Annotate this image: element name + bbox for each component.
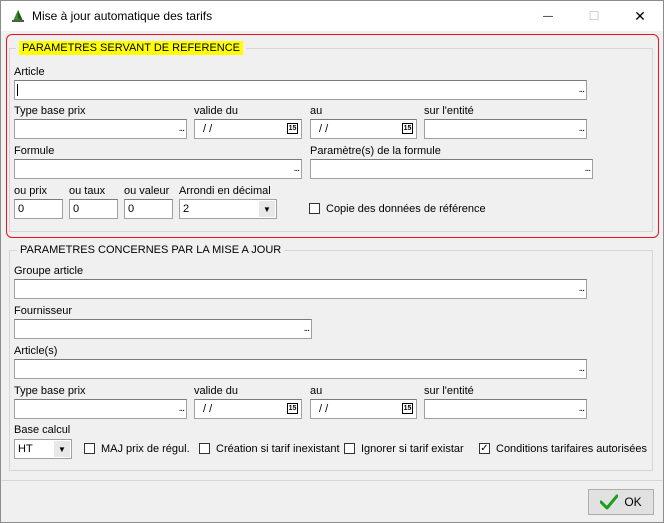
base-calcul-label: Base calcul: [14, 424, 71, 436]
ignorer-checkbox[interactable]: [344, 443, 355, 454]
maj-checkbox[interactable]: [84, 443, 95, 454]
close-icon: ✕: [634, 7, 646, 24]
parametres-label: Paramètre(s) de la formule: [310, 145, 441, 157]
update-type-base-prix-input[interactable]: [14, 399, 187, 419]
text-caret: [17, 84, 18, 96]
parametres-input[interactable]: [310, 159, 593, 179]
ou-valeur-label: ou valeur: [124, 185, 170, 197]
calendar-icon[interactable]: 15: [288, 125, 297, 132]
check-icon: [600, 494, 618, 510]
calendar-icon[interactable]: 15: [403, 125, 412, 132]
articles-label: Article(s): [14, 345, 58, 357]
valide-du-date[interactable]: / / 15: [194, 119, 302, 139]
base-calcul-select[interactable]: HT ▼: [14, 439, 72, 459]
app-icon: [10, 8, 26, 24]
groupe-article-input[interactable]: [14, 279, 587, 299]
checkmark-icon: ✓: [480, 443, 489, 454]
calendar-icon[interactable]: 15: [403, 405, 412, 412]
update-legend: PARAMETRES CONCERNES PAR LA MISE A JOUR: [17, 244, 284, 256]
maximize-button[interactable]: [571, 1, 617, 31]
maximize-icon: ☐: [588, 9, 600, 23]
minimize-icon: —: [543, 10, 553, 22]
update-entite-browse-button[interactable]: ...: [578, 403, 584, 414]
ignorer-label: Ignorer si tarif existar: [361, 443, 464, 455]
formule-input[interactable]: [14, 159, 302, 179]
entite-label: sur l'entité: [424, 105, 474, 117]
fournisseur-input[interactable]: [14, 319, 312, 339]
calendar-icon[interactable]: 15: [288, 405, 297, 412]
minimize-button[interactable]: [525, 1, 571, 31]
ou-prix-label: ou prix: [14, 185, 48, 197]
formule-browse-button[interactable]: ...: [293, 163, 299, 174]
close-button[interactable]: [617, 1, 663, 31]
window-title: Mise à jour automatique des tarifs: [32, 9, 213, 23]
au-date[interactable]: / / 15: [310, 119, 417, 139]
fournisseur-browse-button[interactable]: ...: [303, 323, 309, 334]
entite-browse-button[interactable]: ...: [578, 123, 584, 134]
formule-label: Formule: [14, 145, 55, 157]
conditions-checkbox[interactable]: [479, 443, 490, 454]
creation-checkbox[interactable]: [199, 443, 210, 454]
update-au-label: au: [310, 385, 323, 397]
conditions-label: Conditions tarifaires autorisées: [496, 443, 648, 455]
au-label: au: [310, 105, 323, 117]
update-type-base-prix-browse-button[interactable]: ...: [178, 403, 184, 414]
copie-label: Copie des données de référence: [326, 203, 486, 215]
ou-prix-input[interactable]: 0: [14, 199, 63, 219]
copie-checkbox[interactable]: [309, 203, 320, 214]
arrondi-select[interactable]: 2 ▼: [179, 199, 277, 219]
articles-browse-button[interactable]: ...: [578, 363, 584, 374]
entite-input[interactable]: [424, 119, 587, 139]
arrondi-label: Arrondi en décimal: [179, 185, 271, 197]
update-au-date[interactable]: / / 15: [310, 399, 417, 419]
chevron-down-icon[interactable]: ▼: [54, 441, 70, 457]
type-base-prix-label: Type base prix: [14, 105, 86, 117]
articles-input[interactable]: [14, 359, 587, 379]
ou-valeur-input[interactable]: 0: [124, 199, 173, 219]
article-input[interactable]: [14, 80, 587, 100]
ok-button[interactable]: [588, 489, 654, 515]
fournisseur-label: Fournisseur: [14, 305, 73, 317]
update-type-base-prix-label: Type base prix: [14, 385, 86, 397]
update-entite-label: sur l'entité: [424, 385, 474, 397]
article-label: Article: [14, 66, 45, 78]
groupe-article-label: Groupe article: [14, 265, 84, 277]
type-base-prix-browse-button[interactable]: ...: [178, 123, 184, 134]
valide-du-label: valide du: [194, 105, 239, 117]
type-base-prix-input[interactable]: [14, 119, 187, 139]
parametres-browse-button[interactable]: ...: [584, 163, 590, 174]
ok-label: OK: [624, 495, 642, 509]
groupe-article-browse-button[interactable]: ...: [578, 283, 584, 294]
title-bar: [1, 1, 663, 31]
ou-taux-label: ou taux: [69, 185, 106, 197]
footer-divider: [2, 480, 662, 481]
update-entite-input[interactable]: [424, 399, 587, 419]
creation-label: Création si tarif inexistant: [216, 443, 340, 455]
article-browse-button[interactable]: ...: [578, 84, 584, 95]
maj-label: MAJ prix de régul.: [101, 443, 190, 455]
reference-legend: PARAMETRES SERVANT DE REFERENCE: [16, 42, 246, 54]
update-valide-du-label: valide du: [194, 385, 239, 397]
ou-taux-input[interactable]: 0: [69, 199, 118, 219]
update-valide-du-date[interactable]: / / 15: [194, 399, 302, 419]
chevron-down-icon[interactable]: ▼: [259, 201, 275, 217]
